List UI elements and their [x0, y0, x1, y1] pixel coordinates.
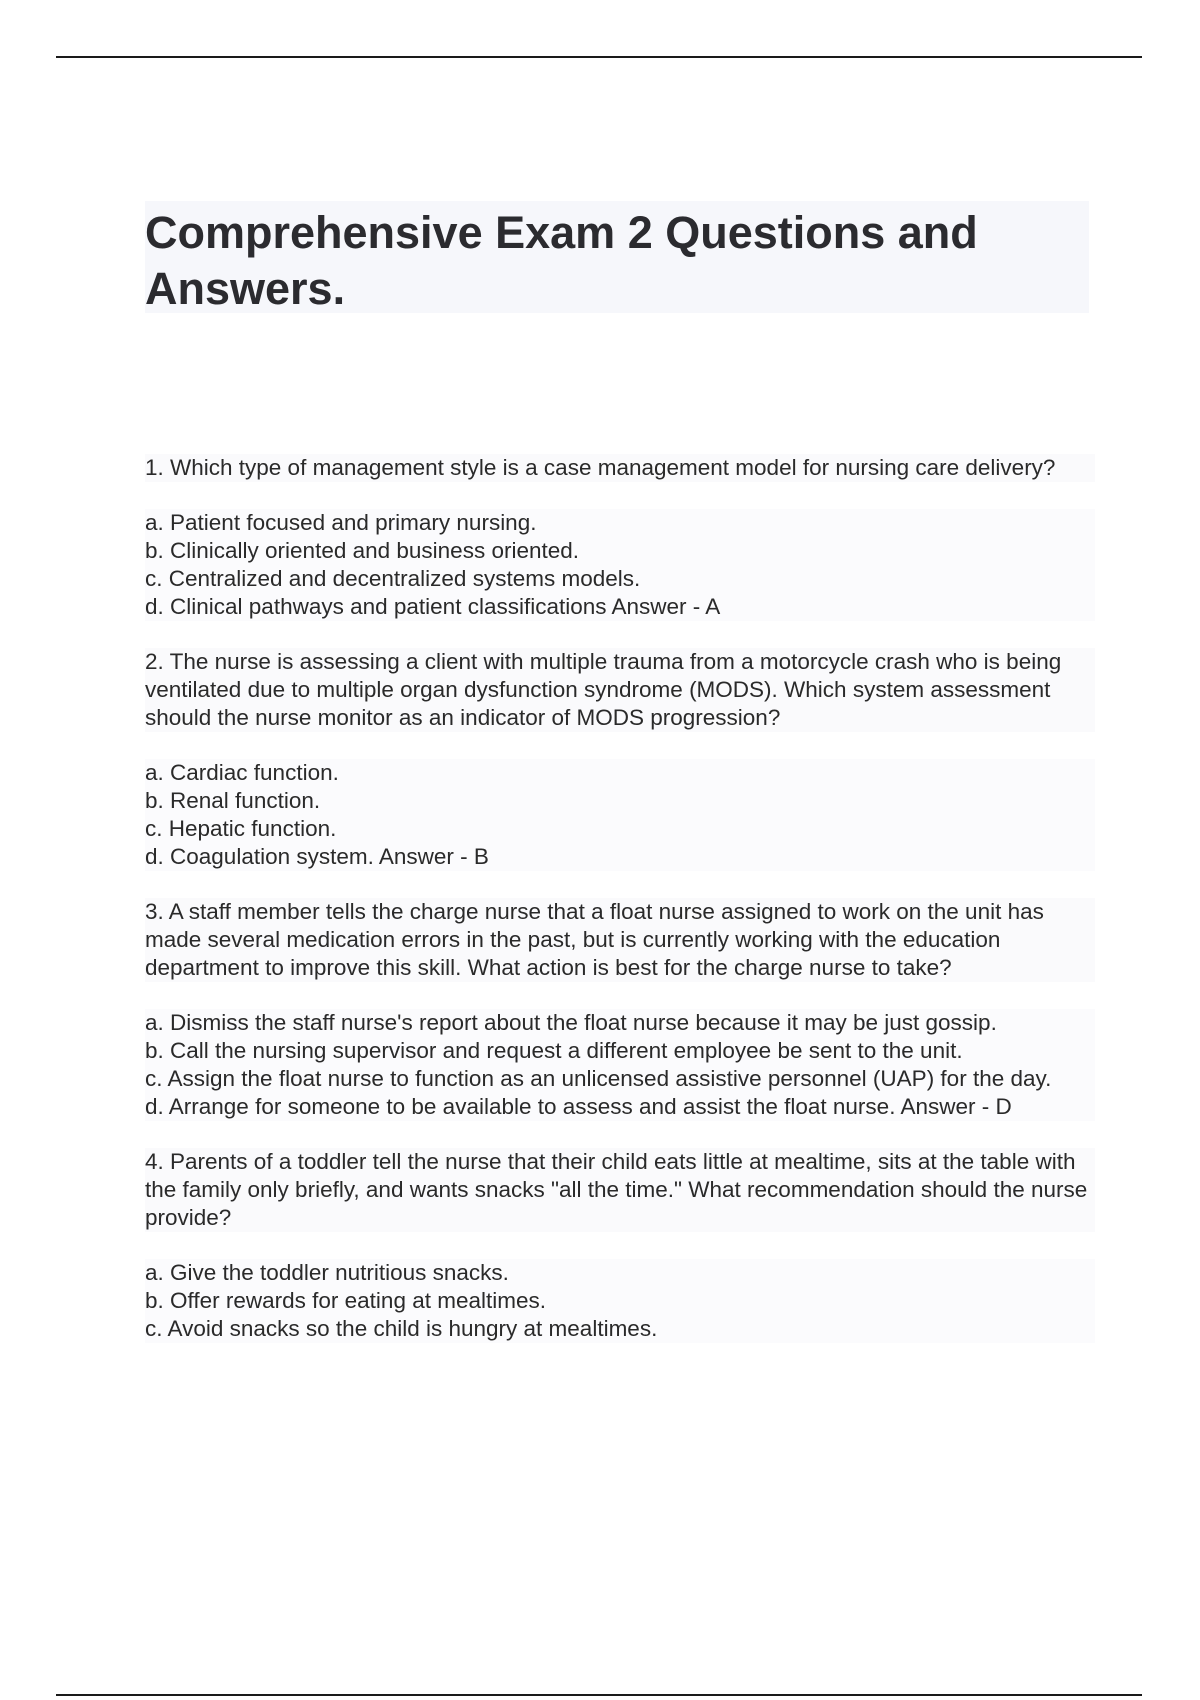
answer-options [145, 1259, 1095, 1343]
option-d: d. Arrange for someone to be available to assess and assist the float nurse. Answer - D [145, 1094, 1012, 1119]
question-text: 3. A staff member tells the charge nurse that a float nurse assigned to work on the unit has made several medication errors in the past, but is currently working with the education department to improve this skill. What action is best for the charge nurse to take? [145, 898, 1095, 982]
bottom-rule [56, 1694, 1142, 1696]
document-title: Comprehensive Exam 2 Questions and Answers. [145, 207, 978, 314]
option-d: d. Coagulation system. Answer - B [145, 844, 489, 869]
option-c: c. Centralized and decentralized systems models. [145, 566, 641, 591]
option-a: a. Dismiss the staff nurse's report about the float nurse because it may be just gossip. [145, 1010, 997, 1035]
top-rule [56, 56, 1142, 58]
option-b: b. Offer rewards for eating at mealtimes. [145, 1288, 547, 1313]
question-3 [145, 898, 1095, 1121]
option-a: a. Cardiac function. [145, 760, 339, 785]
option-a: a. Give the toddler nutritious snacks. [145, 1260, 509, 1285]
answer-options [145, 759, 1095, 871]
question-4 [145, 1148, 1095, 1343]
option-c: c. Assign the float nurse to function as an unlicensed assistive personnel (UAP) for the day. [145, 1066, 1052, 1091]
option-b: b. Call the nursing supervisor and request a different employee be sent to the unit. [145, 1038, 963, 1063]
answer-options [145, 1009, 1095, 1121]
title-block [145, 201, 1089, 313]
option-c: c. Hepatic function. [145, 816, 337, 841]
answer-options [145, 509, 1095, 621]
option-c: c. Avoid snacks so the child is hungry at mealtimes. [145, 1316, 658, 1341]
document-body [145, 454, 1095, 1370]
question-text: 4. Parents of a toddler tell the nurse that their child eats little at mealtime, sits at the table with the family only briefly, and wants snacks "all the time." What recommendation should the nurse provide? [145, 1148, 1095, 1232]
option-d: d. Clinical pathways and patient classifications Answer - A [145, 594, 721, 619]
option-a: a. Patient focused and primary nursing. [145, 510, 537, 535]
option-b: b. Renal function. [145, 788, 321, 813]
question-2 [145, 648, 1095, 871]
question-text: 1. Which type of management style is a case management model for nursing care delivery? [145, 454, 1095, 482]
question-text: 2. The nurse is assessing a client with multiple trauma from a motorcycle crash who is being ventilated due to multiple organ dysfunction syndrome (MODS). Which system assessment should the nurse monitor as an indicator of MODS progression? [145, 648, 1095, 732]
question-1 [145, 454, 1095, 621]
option-b: b. Clinically oriented and business oriented. [145, 538, 580, 563]
